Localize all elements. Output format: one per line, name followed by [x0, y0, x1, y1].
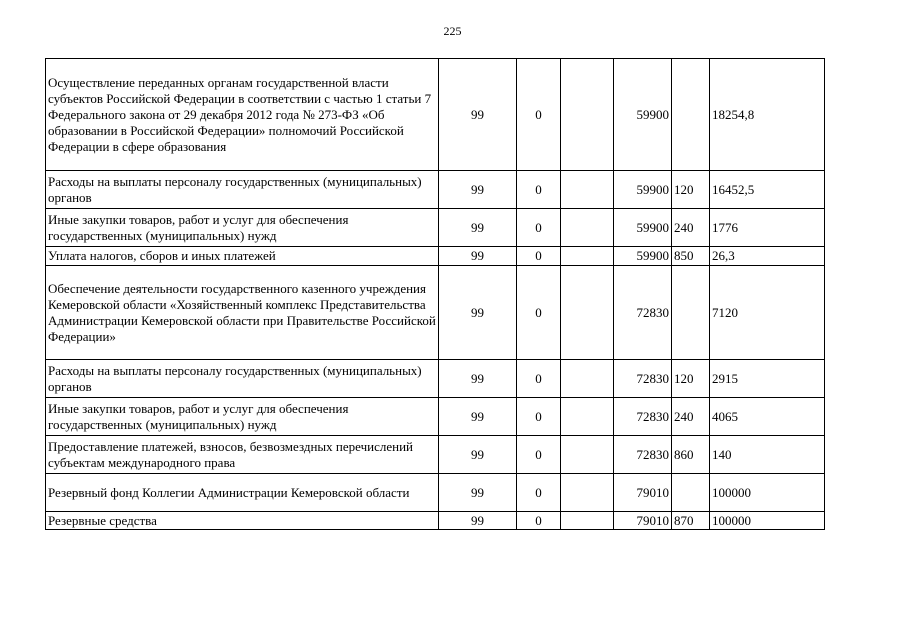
cell-pr: 0	[517, 436, 561, 474]
page-number: 225	[443, 24, 462, 38]
cell-vr: 850	[672, 247, 710, 266]
cell-rz: 99	[439, 59, 517, 171]
cell-pr: 0	[517, 266, 561, 360]
cell-extra	[561, 398, 614, 436]
cell-csr: 59900	[614, 209, 672, 247]
cell-csr: 59900	[614, 247, 672, 266]
cell-name: Расходы на выплаты персоналу государственных (муниципальных) органов	[46, 171, 439, 209]
cell-name: Резервные средства	[46, 512, 439, 530]
cell-vr	[672, 474, 710, 512]
cell-pr: 0	[517, 209, 561, 247]
budget-table	[45, 58, 825, 530]
cell-sum: 2915	[710, 360, 825, 398]
cell-pr: 0	[517, 512, 561, 530]
cell-pr: 0	[517, 474, 561, 512]
cell-extra	[561, 59, 614, 171]
cell-name: Уплата налогов, сборов и иных платежей	[46, 247, 439, 266]
cell-name: Иные закупки товаров, работ и услуг для обеспечения государственных (муниципальных) нужд	[46, 398, 439, 436]
table-row	[46, 171, 825, 209]
table-row	[46, 474, 825, 512]
table-row	[46, 360, 825, 398]
cell-sum: 140	[710, 436, 825, 474]
cell-vr: 860	[672, 436, 710, 474]
cell-rz: 99	[439, 247, 517, 266]
cell-extra	[561, 247, 614, 266]
cell-extra	[561, 512, 614, 530]
cell-vr: 240	[672, 209, 710, 247]
table-row	[46, 398, 825, 436]
cell-csr: 59900	[614, 171, 672, 209]
cell-vr	[672, 59, 710, 171]
cell-sum: 16452,5	[710, 171, 825, 209]
cell-rz: 99	[439, 360, 517, 398]
cell-extra	[561, 360, 614, 398]
cell-extra	[561, 171, 614, 209]
cell-name: Расходы на выплаты персоналу государственных (муниципальных) органов	[46, 360, 439, 398]
cell-rz: 99	[439, 209, 517, 247]
cell-csr: 59900	[614, 59, 672, 171]
cell-vr: 870	[672, 512, 710, 530]
cell-pr: 0	[517, 398, 561, 436]
table-row	[46, 266, 825, 360]
table-row	[46, 247, 825, 266]
cell-name: Осуществление переданных органам государственной власти субъектов Российской Федерации в соответствии с частью 1 статьи 7 Федерального закона от 29 декабря 2012 года № 273-ФЗ «Об образовании в Российской Федерации» полномочий Российской Федерации в сфере образования	[46, 59, 439, 171]
table-row	[46, 59, 825, 171]
cell-csr: 72830	[614, 436, 672, 474]
cell-sum: 26,3	[710, 247, 825, 266]
cell-name: Иные закупки товаров, работ и услуг для обеспечения государственных (муниципальных) нужд	[46, 209, 439, 247]
cell-pr: 0	[517, 59, 561, 171]
cell-csr: 79010	[614, 512, 672, 530]
table-row	[46, 512, 825, 530]
table-body	[46, 59, 825, 530]
cell-pr: 0	[517, 171, 561, 209]
cell-vr: 120	[672, 171, 710, 209]
cell-pr: 0	[517, 360, 561, 398]
cell-name: Предоставление платежей, взносов, безвозмездных перечислений субъектам международного права	[46, 436, 439, 474]
cell-sum: 18254,8	[710, 59, 825, 171]
cell-rz: 99	[439, 266, 517, 360]
cell-rz: 99	[439, 398, 517, 436]
cell-vr: 240	[672, 398, 710, 436]
cell-rz: 99	[439, 474, 517, 512]
table-row	[46, 209, 825, 247]
cell-sum: 7120	[710, 266, 825, 360]
table-row	[46, 436, 825, 474]
cell-name: Обеспечение деятельности государственного казенного учреждения Кемеровской области «Хозяйственный комплекс Представительства Администрации Кемеровской области при Правительстве Российской Федерации»	[46, 266, 439, 360]
cell-extra	[561, 266, 614, 360]
cell-rz: 99	[439, 436, 517, 474]
cell-extra	[561, 474, 614, 512]
cell-sum: 4065	[710, 398, 825, 436]
cell-rz: 99	[439, 171, 517, 209]
cell-vr: 120	[672, 360, 710, 398]
cell-csr: 72830	[614, 266, 672, 360]
cell-csr: 79010	[614, 474, 672, 512]
cell-sum: 1776	[710, 209, 825, 247]
cell-sum: 100000	[710, 512, 825, 530]
cell-name: Резервный фонд Коллегии Администрации Кемеровской области	[46, 474, 439, 512]
cell-csr: 72830	[614, 360, 672, 398]
cell-pr: 0	[517, 247, 561, 266]
cell-csr: 72830	[614, 398, 672, 436]
cell-rz: 99	[439, 512, 517, 530]
cell-sum: 100000	[710, 474, 825, 512]
cell-extra	[561, 209, 614, 247]
cell-vr	[672, 266, 710, 360]
cell-extra	[561, 436, 614, 474]
